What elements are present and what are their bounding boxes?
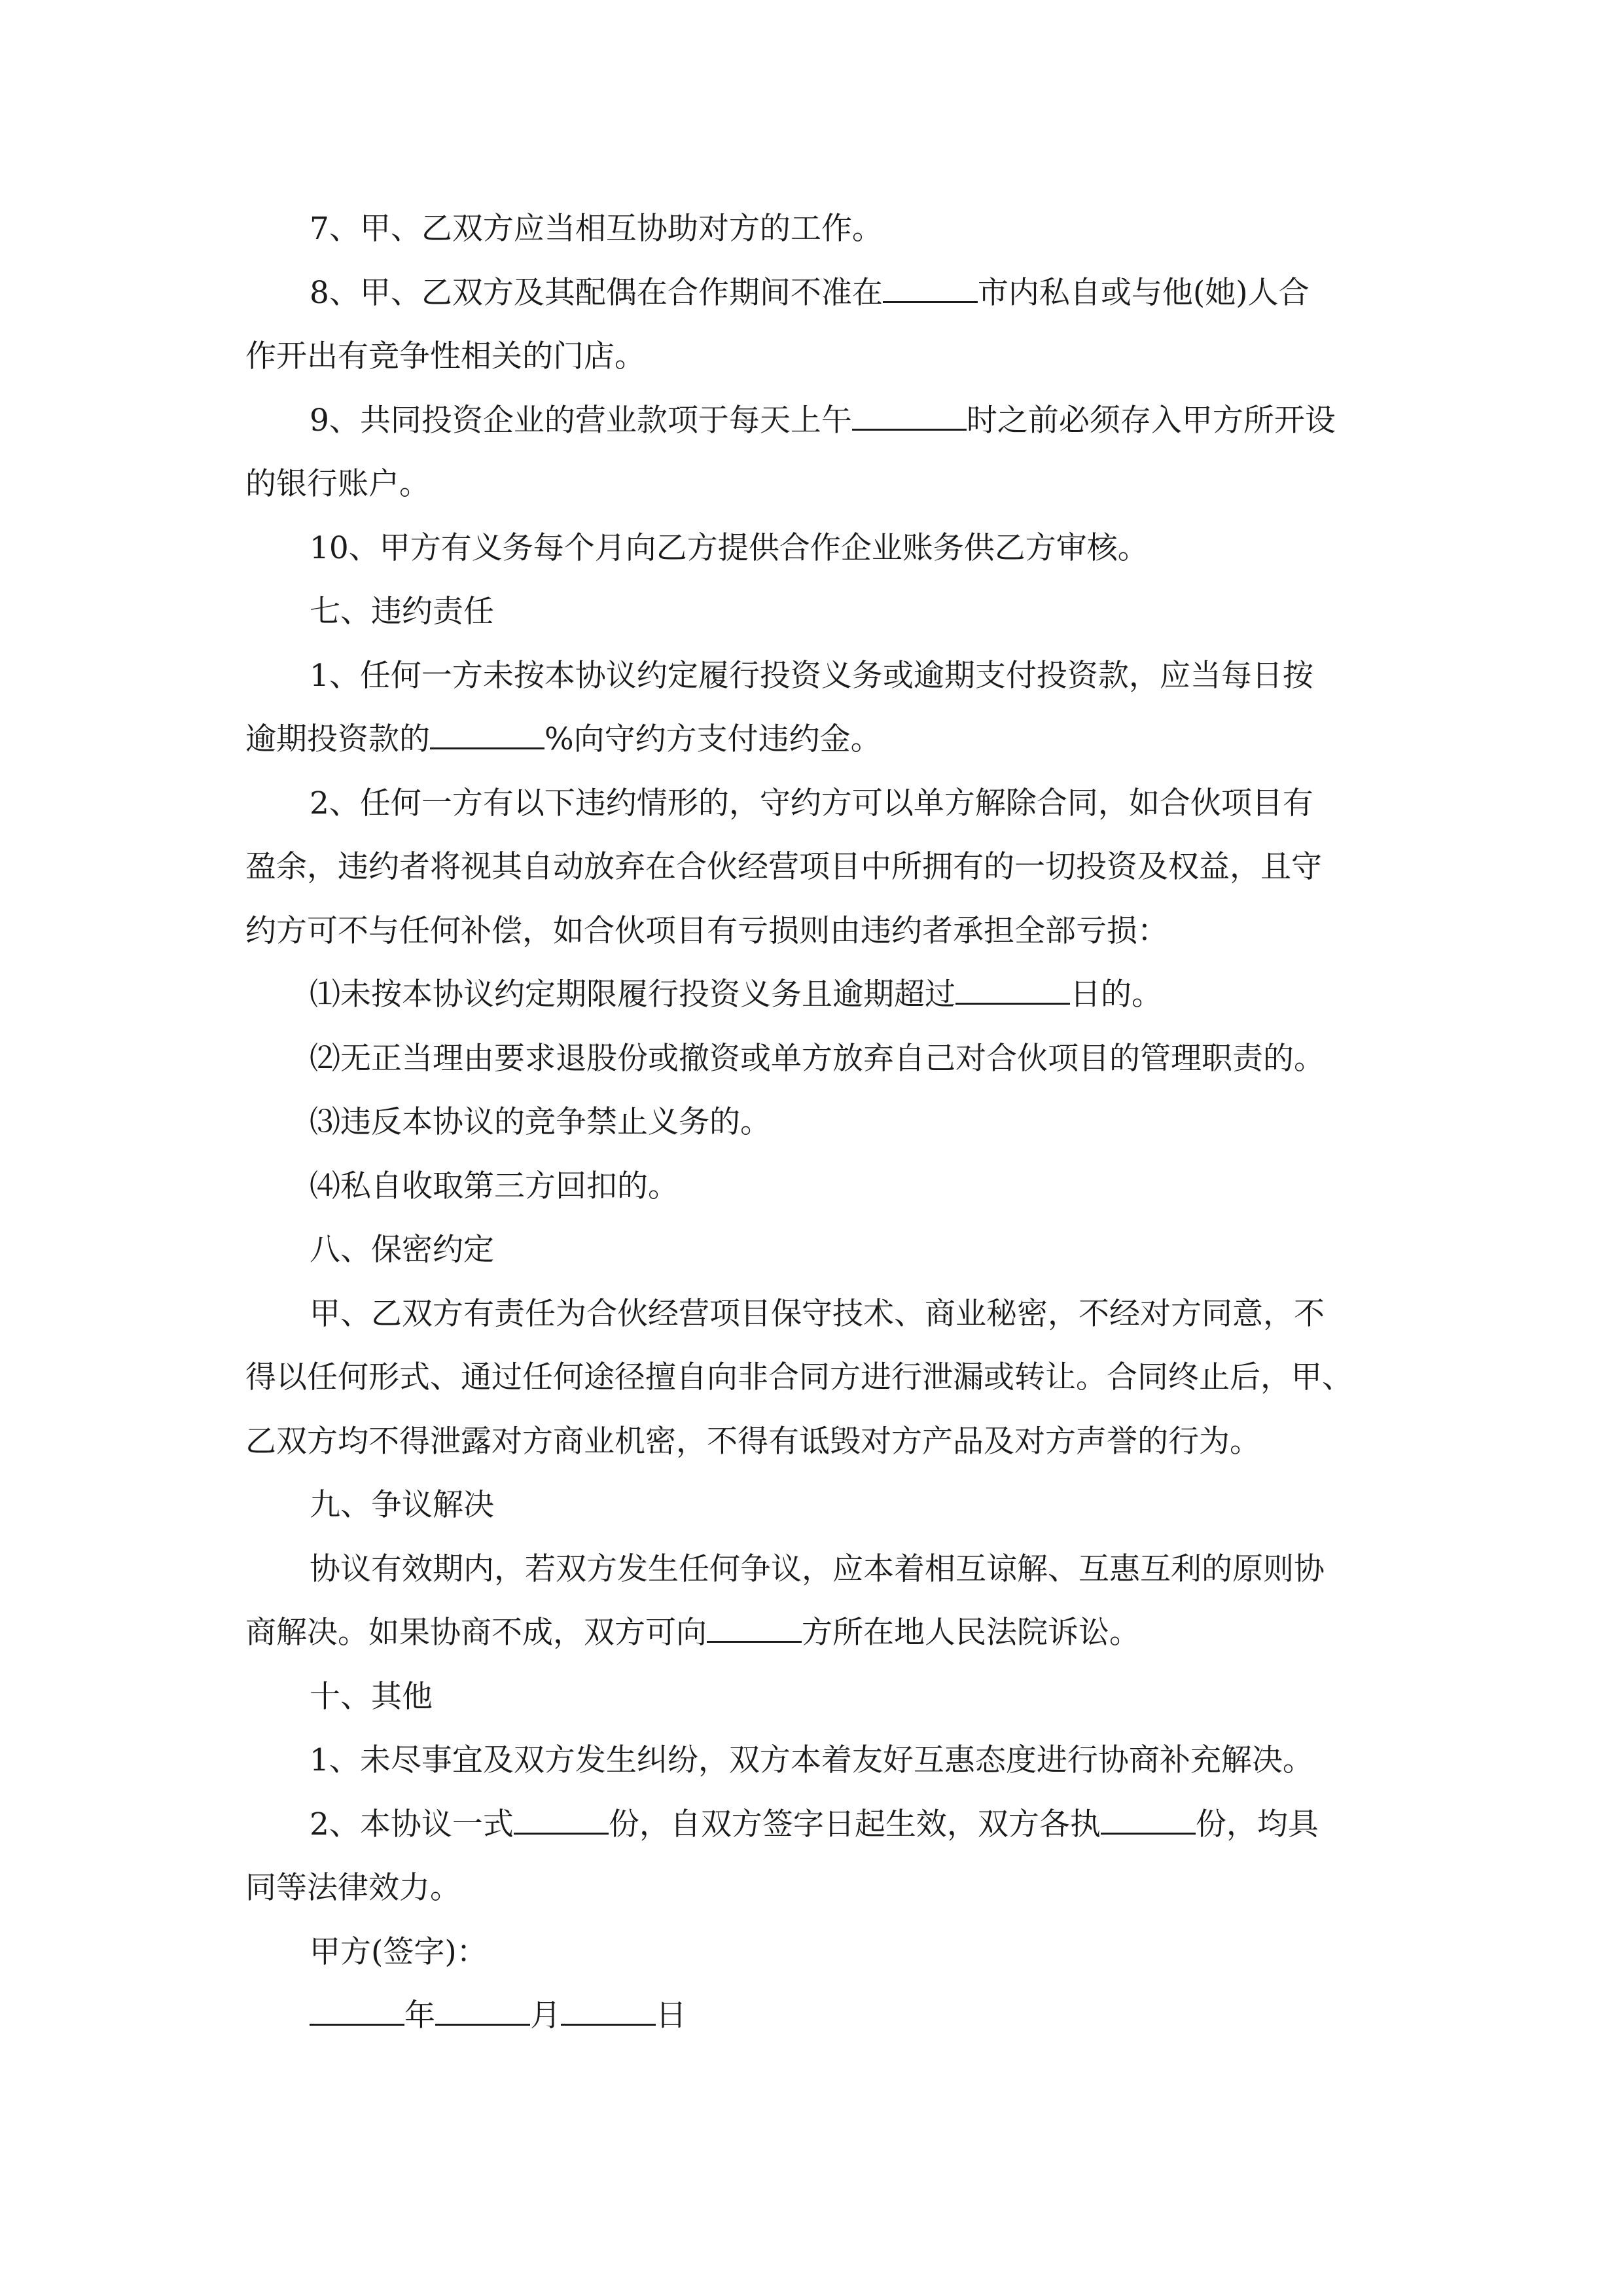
text-line-v2b	[245, 835, 1384, 899]
text-line-v2a	[245, 772, 1384, 836]
text-segment: 月	[530, 1998, 561, 2034]
text-segment: 商解决。如果协商不成，双方可向	[245, 1615, 707, 1651]
text-segment: ⑵无正当理由要求退股份或撤资或单方放弃自己对合伙项目的管理职责的。	[310, 1040, 1325, 1077]
text-line-p10	[245, 516, 1384, 581]
text-segment: 份，均具	[1195, 1806, 1319, 1842]
text-segment: 1、任何一方未按本协议约定履行投资义务或逾期支付投资款，应当每日按	[310, 657, 1313, 694]
text-segment: 年	[404, 1998, 435, 2034]
document-body	[245, 197, 1384, 2048]
text-line-p8a	[245, 261, 1384, 325]
text-segment: ⑶违反本协议的竞争禁止义务的。	[310, 1104, 771, 1140]
text-line-v1b	[245, 708, 1384, 772]
text-segment: 逾期投资款的	[245, 721, 430, 757]
text-line-p9b	[245, 452, 1384, 516]
text-line-c2	[245, 1346, 1384, 1410]
text-line-h7	[245, 580, 1384, 644]
text-segment: 协议有效期内，若双方发生任何争议，应本着相互谅解、互惠互利的原则协	[310, 1551, 1325, 1587]
text-segment: 的银行账户。	[245, 466, 430, 502]
text-segment: ⑷私自收取第三方回扣的。	[310, 1168, 679, 1204]
text-segment: 7、甲、乙双方应当相互协助对方的工作。	[310, 211, 883, 247]
text-line-p8b	[245, 325, 1384, 389]
text-segment: 七、违约责任	[310, 594, 494, 630]
text-line-date	[245, 1984, 1384, 2048]
text-line-s4	[245, 1155, 1384, 1219]
text-segment: 8、甲、乙双方及其配偶在合作期间不准在	[310, 274, 883, 311]
text-segment: 甲方(签字)：	[310, 1933, 488, 1970]
text-line-o1	[245, 1729, 1384, 1793]
text-segment: 九、争议解决	[310, 1487, 494, 1523]
text-line-v2c	[245, 899, 1384, 963]
text-line-d2	[245, 1601, 1384, 1665]
text-line-s1	[245, 963, 1384, 1027]
text-line-h8	[245, 1218, 1384, 1282]
text-segment: 时之前必须存入甲方所开设	[966, 402, 1336, 439]
text-segment: 甲、乙双方有责任为合伙经营项目保守技术、商业秘密，不经对方同意，不	[310, 1295, 1325, 1332]
text-segment: 日	[656, 1998, 687, 2034]
text-line-o2b	[245, 1856, 1384, 1920]
fill-in-blank	[435, 1994, 530, 2026]
text-line-o2a	[245, 1793, 1384, 1857]
text-segment: ⑴未按本协议约定期限履行投资义务且逾期超过	[310, 977, 955, 1013]
text-line-p9a	[245, 389, 1384, 453]
text-segment: 同等法律效力。	[245, 1870, 461, 1906]
text-segment: 八、保密约定	[310, 1232, 494, 1268]
text-line-c1	[245, 1282, 1384, 1346]
fill-in-blank	[514, 1803, 609, 1835]
text-line-p7	[245, 197, 1384, 261]
fill-in-blank	[852, 399, 967, 431]
text-segment: 十、其他	[310, 1678, 433, 1715]
fill-in-blank	[707, 1611, 802, 1643]
text-segment: 9、共同投资企业的营业款项于每天上午	[310, 402, 852, 439]
fill-in-blank	[1101, 1803, 1196, 1835]
text-segment: 日的。	[1070, 977, 1162, 1013]
fill-in-blank	[883, 272, 978, 303]
text-segment: 约方可不与任何补偿，如合伙项目有亏损则由违约者承担全部亏损：	[245, 912, 1168, 949]
fill-in-blank	[561, 1994, 656, 2026]
text-segment: 1、未尽事宜及双方发生纠纷，双方本着友好互惠态度进行协商补充解决。	[310, 1742, 1313, 1778]
text-segment: 作开出有竞争性相关的门店。	[245, 338, 645, 374]
text-segment: 2、本协议一式	[310, 1806, 514, 1842]
text-segment: %向守约方支付违约金。	[544, 721, 882, 757]
text-segment: 方所在地人民法院诉讼。	[802, 1615, 1140, 1651]
text-line-s3	[245, 1090, 1384, 1155]
fill-in-blank	[310, 1994, 404, 2026]
text-line-v1a	[245, 644, 1384, 708]
text-line-c3	[245, 1410, 1384, 1474]
text-line-sig	[245, 1920, 1384, 1984]
text-segment: 盈余，违约者将视其自动放弃在合伙经营项目中所拥有的一切投资及权益，且守	[245, 849, 1322, 885]
text-segment: 10、甲方有义务每个月向乙方提供合作企业账务供乙方审核。	[310, 529, 1149, 566]
text-segment: 乙双方均不得泄露对方商业机密，不得有诋毁对方产品及对方声誉的行为。	[245, 1423, 1260, 1460]
fill-in-blank	[430, 718, 544, 749]
fill-in-blank	[955, 973, 1070, 1005]
text-line-h10	[245, 1665, 1384, 1729]
text-segment: 份，自双方签字日起生效，双方各执	[608, 1806, 1101, 1842]
text-segment: 市内私自或与他(她)人合	[977, 274, 1310, 311]
text-line-d1	[245, 1537, 1384, 1602]
text-line-h9	[245, 1473, 1384, 1537]
text-segment: 2、任何一方有以下违约情形的，守约方可以单方解除合同，如合伙项目有	[310, 785, 1313, 821]
text-segment: 得以任何形式、通过任何途径擅自向非合同方进行泄漏或转让。合同终止后，甲、	[245, 1359, 1353, 1395]
text-line-s2	[245, 1027, 1384, 1091]
